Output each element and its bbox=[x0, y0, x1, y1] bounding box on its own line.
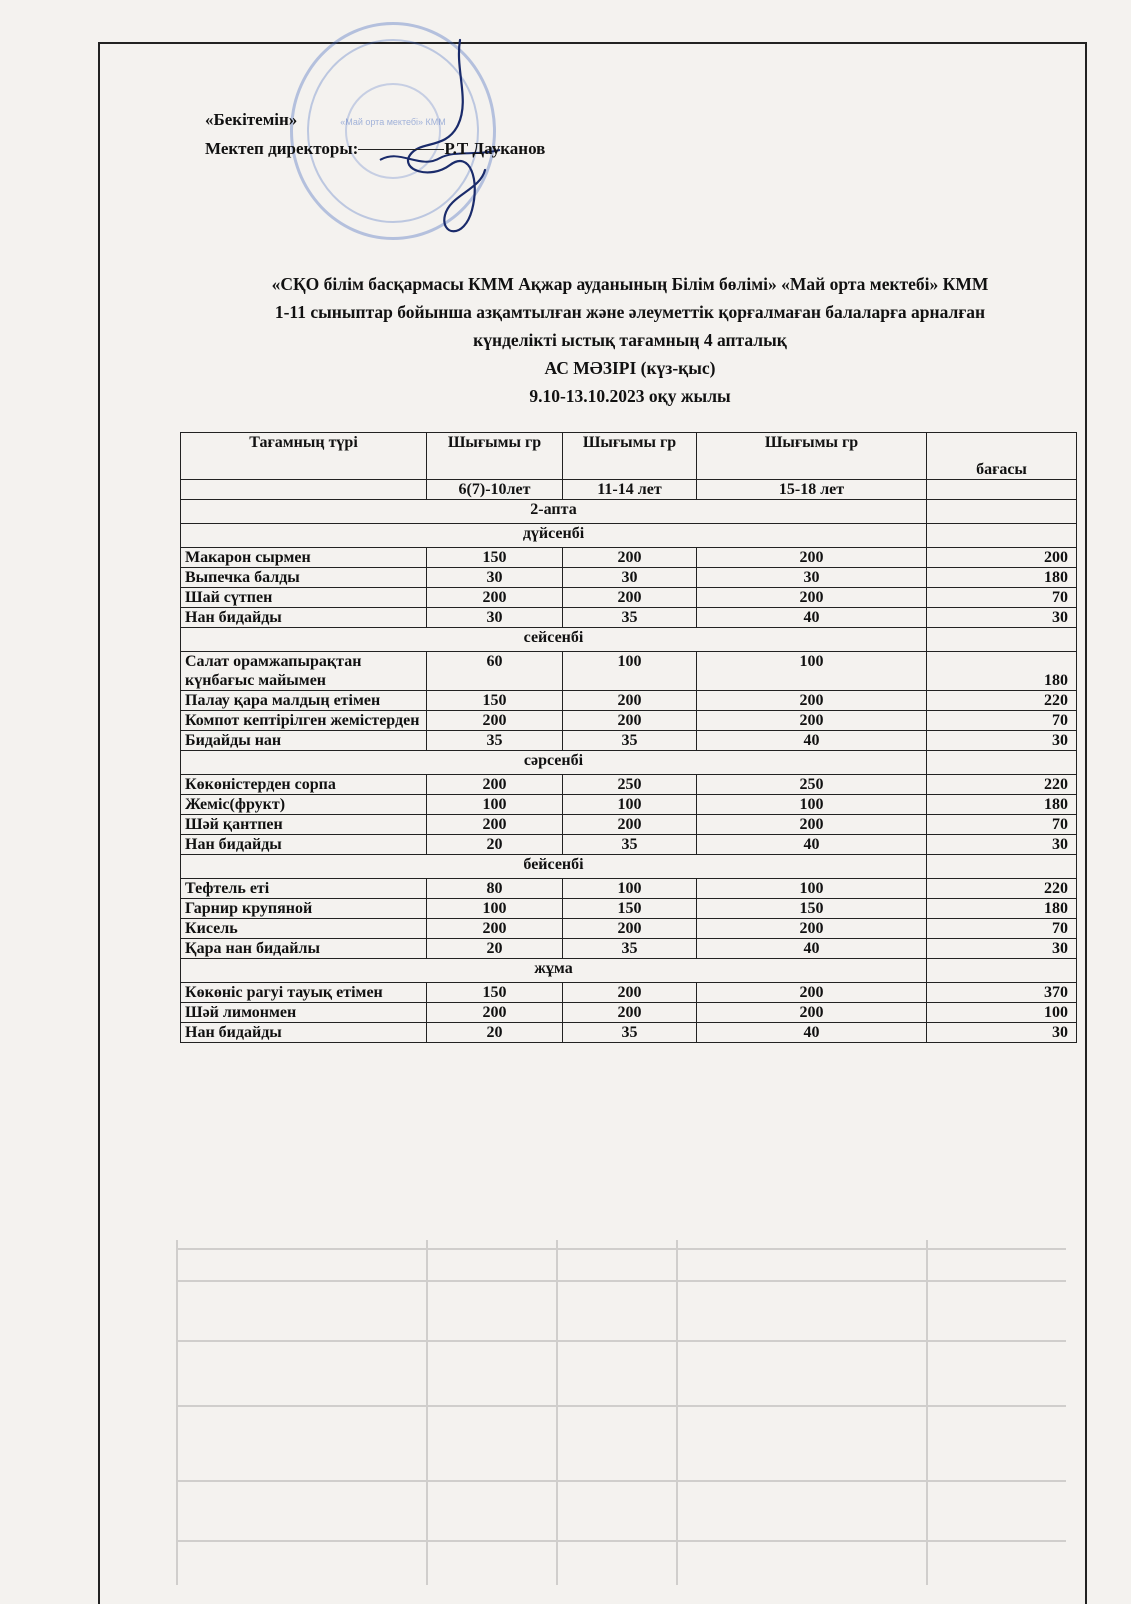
heading-line-4: АС МӘЗІРІ (күз-қыс) bbox=[544, 358, 716, 378]
dish-name: Шай сүтпен bbox=[181, 588, 427, 608]
column-header: Шығымы гр bbox=[563, 433, 697, 480]
table-row bbox=[181, 731, 1077, 751]
column-header: Шығымы гр bbox=[697, 433, 927, 480]
portion-11-14: 35 bbox=[563, 835, 697, 855]
stamp-text: «Май орта мектебі» КММ bbox=[340, 117, 446, 127]
dish-name: Компот кептірілген жемістерден bbox=[181, 711, 427, 731]
portion-6-10: 100 bbox=[427, 899, 563, 919]
table-row bbox=[181, 939, 1077, 959]
empty-cell bbox=[927, 628, 1077, 652]
table-row bbox=[181, 879, 1077, 899]
portion-15-18: 200 bbox=[697, 919, 927, 939]
portion-6-10: 20 bbox=[427, 835, 563, 855]
table-row bbox=[181, 1023, 1077, 1043]
portion-6-10: 20 bbox=[427, 939, 563, 959]
price-cell: 220 bbox=[927, 691, 1077, 711]
portion-6-10: 200 bbox=[427, 588, 563, 608]
empty-cell bbox=[927, 480, 1077, 500]
day-name: бейсенбі bbox=[181, 855, 927, 879]
dish-name: Нан бидайды bbox=[181, 1023, 427, 1043]
price-cell: 30 bbox=[927, 731, 1077, 751]
portion-6-10: 60 bbox=[427, 652, 563, 691]
dish-name: Шәй қантпен bbox=[181, 815, 427, 835]
portion-11-14: 200 bbox=[563, 691, 697, 711]
approval-title: «Бекітемін» bbox=[205, 110, 298, 129]
portion-6-10: 150 bbox=[427, 548, 563, 568]
day-name: сейсенбі bbox=[181, 628, 927, 652]
portion-11-14: 200 bbox=[563, 1003, 697, 1023]
portion-11-14: 100 bbox=[563, 879, 697, 899]
portion-6-10: 100 bbox=[427, 795, 563, 815]
table-header-row bbox=[181, 433, 1077, 480]
dish-name: Жеміс(фрукт) bbox=[181, 795, 427, 815]
portion-6-10: 20 bbox=[427, 1023, 563, 1043]
table-row bbox=[181, 835, 1077, 855]
dish-name: Нан бидайды bbox=[181, 608, 427, 628]
price-cell: 70 bbox=[927, 588, 1077, 608]
portion-6-10: 30 bbox=[427, 568, 563, 588]
age-group: 6(7)-10лет bbox=[427, 480, 563, 500]
portion-15-18: 100 bbox=[697, 652, 927, 691]
portion-6-10: 200 bbox=[427, 711, 563, 731]
director-name: Р.Т Дауканов bbox=[444, 139, 546, 158]
price-cell: 70 bbox=[927, 919, 1077, 939]
portion-6-10: 80 bbox=[427, 879, 563, 899]
director-label: Мектеп директоры: bbox=[205, 139, 359, 158]
portion-15-18: 200 bbox=[697, 711, 927, 731]
portion-15-18: 40 bbox=[697, 835, 927, 855]
dish-name: Бидайды нан bbox=[181, 731, 427, 751]
column-header: бағасы bbox=[927, 433, 1077, 480]
portion-11-14: 35 bbox=[563, 608, 697, 628]
column-header: Тағамның түрі bbox=[181, 433, 427, 480]
heading-line-5: 9.10-13.10.2023 оқу жылы bbox=[529, 386, 731, 406]
dish-name: Қара нан бидайлы bbox=[181, 939, 427, 959]
portion-11-14: 200 bbox=[563, 588, 697, 608]
table-row bbox=[181, 608, 1077, 628]
portion-15-18: 200 bbox=[697, 548, 927, 568]
price-cell: 30 bbox=[927, 939, 1077, 959]
portion-11-14: 250 bbox=[563, 775, 697, 795]
empty-cell bbox=[927, 855, 1077, 879]
price-cell: 30 bbox=[927, 608, 1077, 628]
portion-15-18: 200 bbox=[697, 815, 927, 835]
portion-11-14: 200 bbox=[563, 919, 697, 939]
portion-11-14: 30 bbox=[563, 568, 697, 588]
table-row bbox=[181, 1003, 1077, 1023]
heading-line-2: 1-11 сыныптар бойынша азқамтылған және әлеуметтік қорғалмаған балаларға арналған bbox=[274, 302, 986, 322]
table-row bbox=[181, 711, 1077, 731]
age-group: 11-14 лет bbox=[563, 480, 697, 500]
price-cell: 180 bbox=[927, 899, 1077, 919]
week-label: 2-апта bbox=[181, 500, 927, 524]
menu-table bbox=[180, 432, 1077, 1043]
portion-11-14: 150 bbox=[563, 899, 697, 919]
empty-cell bbox=[927, 500, 1077, 524]
dish-name: Кисель bbox=[181, 919, 427, 939]
portion-6-10: 200 bbox=[427, 919, 563, 939]
portion-11-14: 35 bbox=[563, 939, 697, 959]
day-row bbox=[181, 751, 1077, 775]
portion-15-18: 40 bbox=[697, 1023, 927, 1043]
portion-15-18: 200 bbox=[697, 983, 927, 1003]
table-row bbox=[181, 652, 1077, 691]
portion-6-10: 200 bbox=[427, 775, 563, 795]
day-row bbox=[181, 959, 1077, 983]
price-cell: 370 bbox=[927, 983, 1077, 1003]
dish-name: Салат орамжапырақтан күнбағыс майымен bbox=[181, 652, 427, 691]
age-group: 15-18 лет bbox=[697, 480, 927, 500]
table-row bbox=[181, 691, 1077, 711]
portion-11-14: 35 bbox=[563, 731, 697, 751]
price-cell: 180 bbox=[927, 652, 1077, 691]
portion-15-18: 100 bbox=[697, 879, 927, 899]
portion-15-18: 40 bbox=[697, 939, 927, 959]
portion-6-10: 35 bbox=[427, 731, 563, 751]
portion-11-14: 100 bbox=[563, 795, 697, 815]
table-row bbox=[181, 548, 1077, 568]
portion-6-10: 200 bbox=[427, 815, 563, 835]
price-cell: 30 bbox=[927, 1023, 1077, 1043]
day-row bbox=[181, 855, 1077, 879]
portion-11-14: 200 bbox=[563, 983, 697, 1003]
price-cell: 220 bbox=[927, 879, 1077, 899]
price-cell: 180 bbox=[927, 568, 1077, 588]
portion-15-18: 40 bbox=[697, 608, 927, 628]
director-line bbox=[205, 134, 545, 163]
dish-name: Көкөністерден сорпа bbox=[181, 775, 427, 795]
week-row bbox=[181, 500, 1077, 524]
day-row bbox=[181, 524, 1077, 548]
portion-15-18: 200 bbox=[697, 588, 927, 608]
price-cell: 100 bbox=[927, 1003, 1077, 1023]
price-cell: 200 bbox=[927, 548, 1077, 568]
price-cell: 30 bbox=[927, 835, 1077, 855]
table-row bbox=[181, 568, 1077, 588]
dish-name: Макарон сырмен bbox=[181, 548, 427, 568]
dish-name: Нан бидайды bbox=[181, 835, 427, 855]
table-row bbox=[181, 983, 1077, 1003]
day-name: дүйсенбі bbox=[181, 524, 927, 548]
heading-line-3: күнделікті ыстық тағамның 4 апталық bbox=[473, 330, 787, 350]
dish-name: Гарнир крупяной bbox=[181, 899, 427, 919]
day-row bbox=[181, 628, 1077, 652]
portion-6-10: 150 bbox=[427, 691, 563, 711]
table-row bbox=[181, 795, 1077, 815]
portion-11-14: 200 bbox=[563, 815, 697, 835]
portion-15-18: 100 bbox=[697, 795, 927, 815]
table-row bbox=[181, 899, 1077, 919]
table-row bbox=[181, 588, 1077, 608]
portion-6-10: 30 bbox=[427, 608, 563, 628]
portion-15-18: 30 bbox=[697, 568, 927, 588]
portion-15-18: 40 bbox=[697, 731, 927, 751]
table-row bbox=[181, 815, 1077, 835]
price-cell: 220 bbox=[927, 775, 1077, 795]
table-row bbox=[181, 919, 1077, 939]
dish-name: Тефтель еті bbox=[181, 879, 427, 899]
portion-11-14: 200 bbox=[563, 711, 697, 731]
column-header: Шығымы гр bbox=[427, 433, 563, 480]
price-cell: 70 bbox=[927, 815, 1077, 835]
portion-6-10: 200 bbox=[427, 1003, 563, 1023]
dish-name: Выпечка балды bbox=[181, 568, 427, 588]
day-name: жұма bbox=[181, 959, 927, 983]
price-cell: 180 bbox=[927, 795, 1077, 815]
portion-6-10: 150 bbox=[427, 983, 563, 1003]
day-name: сәрсенбі bbox=[181, 751, 927, 775]
portion-11-14: 35 bbox=[563, 1023, 697, 1043]
portion-11-14: 200 bbox=[563, 548, 697, 568]
dish-name: Көкөніс рагуі тауық етімен bbox=[181, 983, 427, 1003]
empty-cell bbox=[927, 751, 1077, 775]
table-row bbox=[181, 775, 1077, 795]
dish-name: Палау қара малдың етімен bbox=[181, 691, 427, 711]
approval-block bbox=[205, 105, 545, 163]
empty-cell bbox=[927, 959, 1077, 983]
portion-15-18: 250 bbox=[697, 775, 927, 795]
portion-11-14: 100 bbox=[563, 652, 697, 691]
empty-cell bbox=[927, 524, 1077, 548]
heading-line-1: «СҚО білім басқармасы КММ Ақжар ауданының Білім бөлімі» «Май орта мектебі» КММ bbox=[271, 274, 989, 294]
portion-15-18: 200 bbox=[697, 691, 927, 711]
document-heading bbox=[150, 270, 1110, 410]
portion-15-18: 200 bbox=[697, 1003, 927, 1023]
price-cell: 70 bbox=[927, 711, 1077, 731]
empty-cell bbox=[181, 480, 427, 500]
dish-name: Шәй лимонмен bbox=[181, 1003, 427, 1023]
age-group-row bbox=[181, 480, 1077, 500]
portion-15-18: 150 bbox=[697, 899, 927, 919]
